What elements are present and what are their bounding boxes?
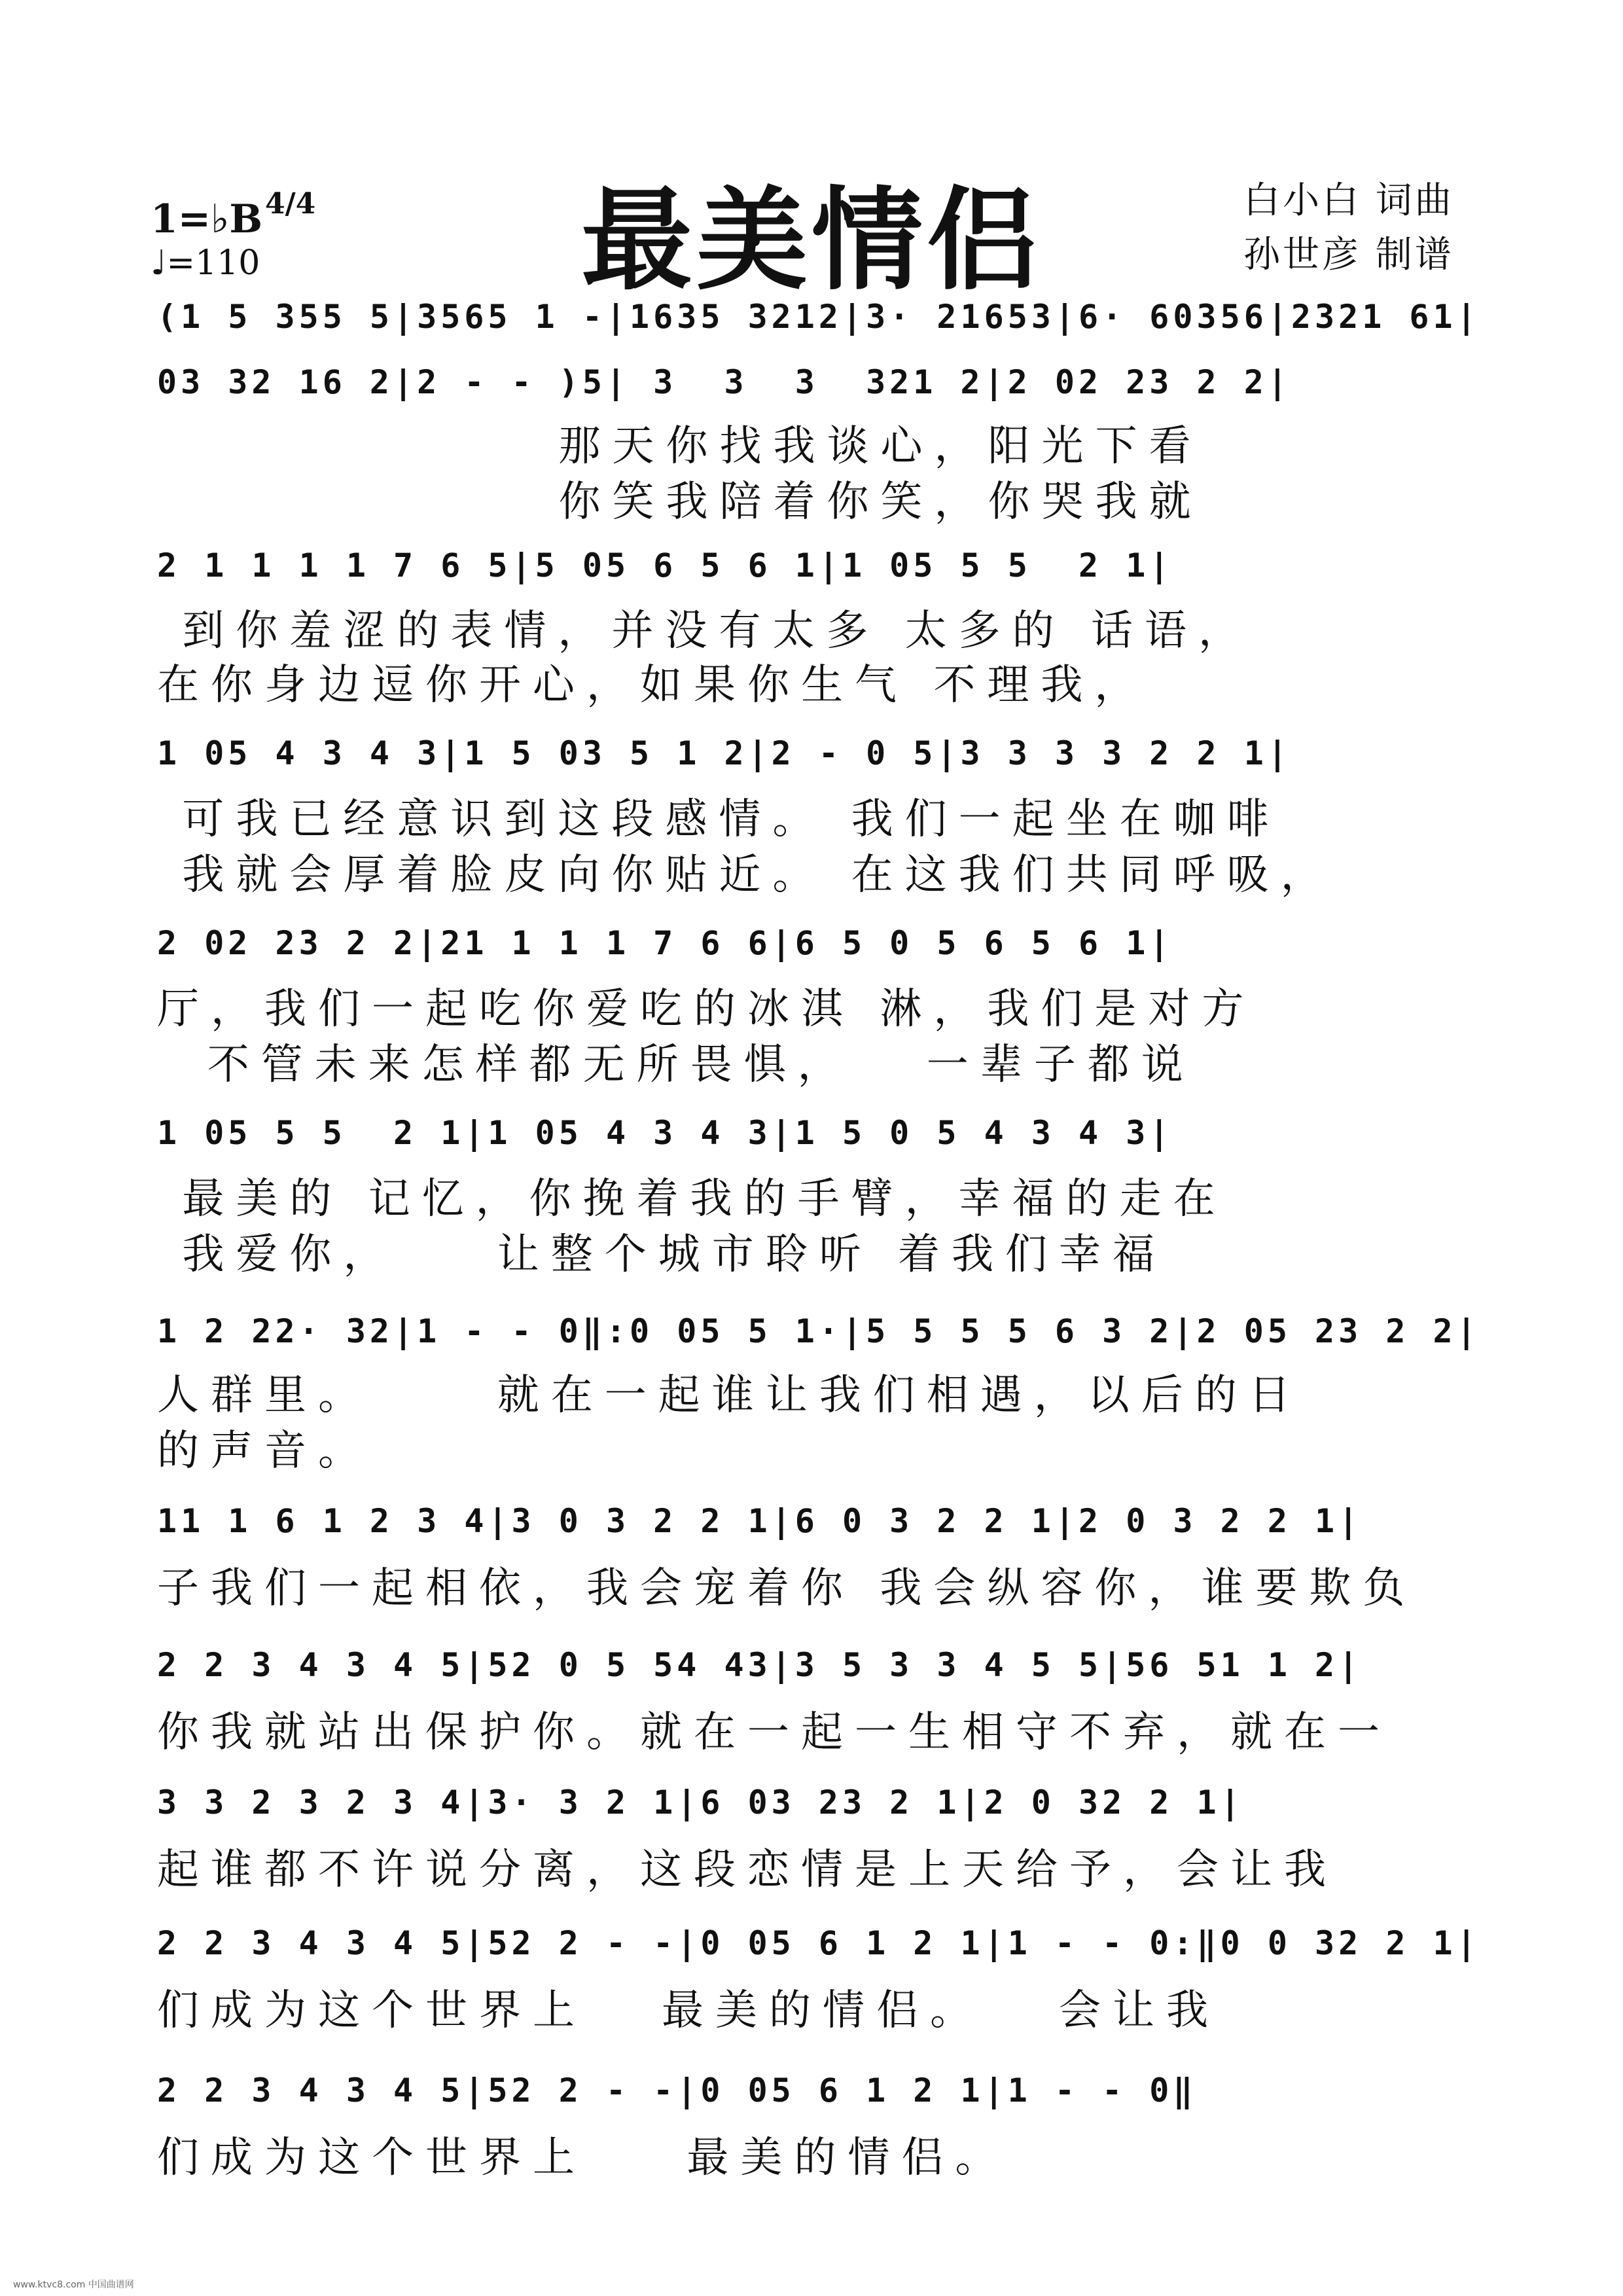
notation-row-5: 2 02 23 2 2|21 1 1 1 7 6 6|6 5 0 5 6 5 6 1| [157, 924, 1173, 962]
lyric-line: 你我就站出保护你。就在一起一生相守不弃，就在一 [157, 1708, 1391, 1757]
notation-row-9: 2 2 3 4 3 4 5|52 0 5 54 43|3 5 3 3 4 5 5|56 51 1 2| [157, 1646, 1363, 1684]
notation-row-3: 2 1 1 1 1 7 6 5|5 05 6 5 6 1|1 05 5 5 2 1| [157, 547, 1173, 584]
notation-row-11: 2 2 3 4 3 4 5|52 2 - -|0 05 6 1 2 1|1 - - 0:‖0 0 32 2 1| [157, 1924, 1480, 1962]
lyric-line: 子我们一起相依，我会宠着你 我会纵容你，谁要欺负 [157, 1564, 1417, 1613]
notation-row-8: 11 1 6 1 2 3 4|3 0 3 2 2 1|6 0 3 2 2 1|2 0 3 2 2 1| [157, 1502, 1363, 1540]
notation-row-2: 03 32 16 2|2 - - )5| 3 3 3 321 2|2 02 23 2 2| [157, 363, 1291, 401]
lyric-line: 你笑我陪着你笑，你哭我就 [157, 478, 1203, 526]
time-signature: 4/4 [265, 187, 316, 221]
notation-row-4: 1 05 4 3 4 3|1 5 03 5 1 2|2 - 0 5|3 3 3 3 2 2 1| [157, 734, 1291, 772]
lyric-line: 那天你找我谈心，阳光下看 [157, 422, 1203, 471]
lyric-line: 起谁都不许说分离，这段恋情是上天给予，会让我 [157, 1846, 1338, 1894]
lyric-line: 人群里。 就在一起谁让我们相遇，以后的日 [157, 1371, 1302, 1420]
lyric-line: 厅，我们一起吃你爱吃的冰淇 淋，我们是对方 [157, 985, 1256, 1033]
lyric-line: 最美的 记忆，你挽着我的手臂，幸福的走在 [157, 1175, 1227, 1223]
lyric-line: 不管未来怎样都无所畏惧， 一辈子都说 [157, 1041, 1195, 1089]
notation-row-10: 3 3 2 3 2 3 4|3· 3 2 1|6 03 23 2 1|2 0 32 2 1| [157, 1784, 1244, 1821]
lyric-line: 我就会厚着脸皮向你贴近。 在这我们共同呼吸， [157, 851, 1334, 899]
notation-row-7: 1 2 22· 32|1 - - 0‖:0 05 5 1·|5 5 5 5 6 3 2|2 05 23 2 2| [157, 1312, 1480, 1350]
song-title: 最美情侣 [580, 175, 1042, 306]
key-signature: 1=♭B [151, 196, 263, 242]
notation-row-6: 1 05 5 5 2 1|1 05 4 3 4 3|1 5 0 5 4 3 4 3| [157, 1114, 1173, 1152]
lyric-line: 们成为这个世界上 最美的情侣。 [157, 2134, 1009, 2182]
lyric-line: 们成为这个世界上 最美的情侣。 会让我 [157, 1986, 1221, 2035]
lyric-line: 我爱你， 让整个城市聆听 着我们幸福 [157, 1230, 1167, 1279]
site-watermark: www.ktvc8.com 中国曲谱网 [13, 2280, 134, 2290]
arranger: 孙世彦 制谱 [1243, 234, 1454, 276]
lyric-line: 可我已经意识到这段感情。 我们一起坐在咖啡 [157, 795, 1281, 844]
tempo-marking: ♩=110 [151, 243, 260, 283]
lyricist-composer: 白小白 词曲 [1243, 179, 1454, 222]
lyric-line: 到你羞涩的表情，并没有太多 太多的 话语， [157, 607, 1253, 655]
lyric-line: 的声音。 [157, 1427, 372, 1475]
lyric-line: 在你身边逗你开心，如果你生气 不理我， [157, 661, 1149, 709]
notation-row-1: (1 5 355 5|3565 1 -|1635 3212|3· 21653|6· 60356|2321 61| [157, 298, 1480, 336]
notation-row-12: 2 2 3 4 3 4 5|52 2 - -|0 05 6 1 2 1|1 - - 0‖ [157, 2072, 1197, 2109]
